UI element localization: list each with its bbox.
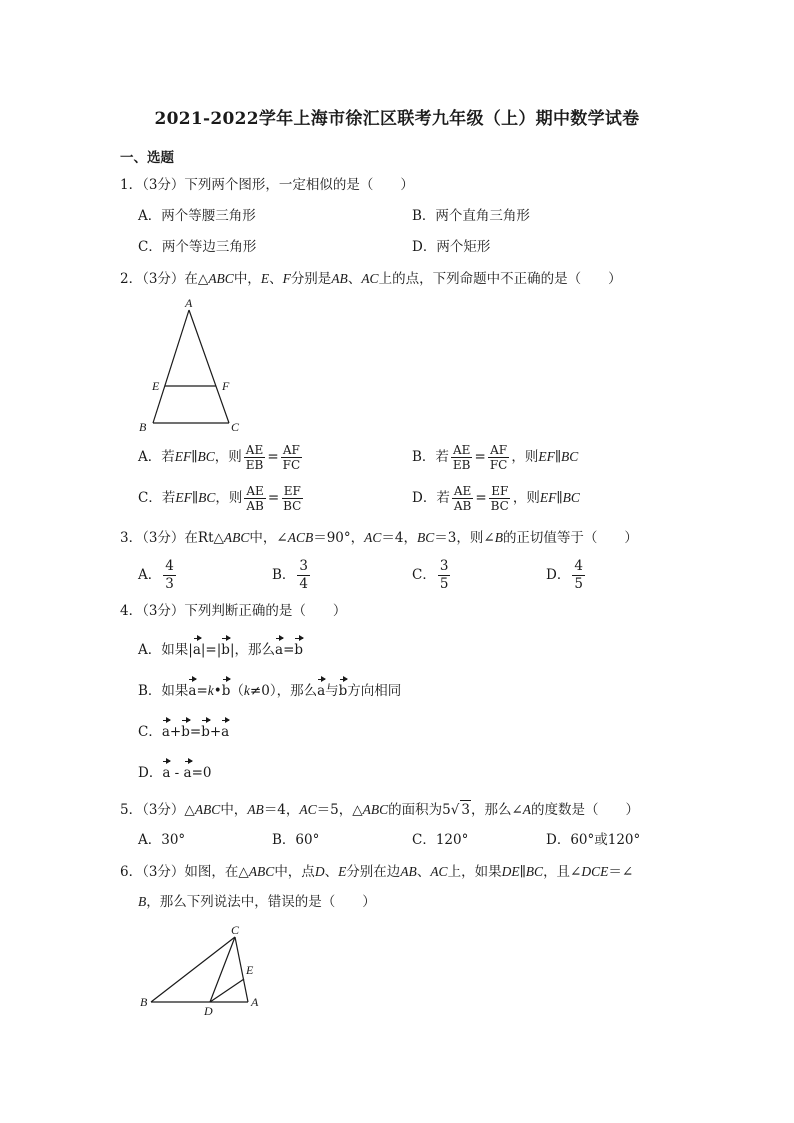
label-f: F (222, 379, 230, 393)
label-e: E (152, 379, 160, 393)
q5-option-b: B．60° (272, 832, 320, 848)
label-a: A (251, 995, 259, 1009)
q3-option-c: C． $\frac{3}{5}$ (412, 558, 449, 592)
label-c: C (231, 420, 240, 434)
q5-option-c: C．120° (412, 832, 469, 848)
label-b: B (140, 995, 148, 1009)
q2-option-b: B．若 $\frac{AE}{EB}$ = $\frac{AF}{FC}$ ，则EF∥BC (412, 443, 579, 472)
q3-option-d: D． $\frac{4}{5}$ (546, 558, 583, 592)
q4-option-a: A．如果|a|=|b|，那么a=b (138, 642, 304, 658)
q3-option-a: A． $\frac{4}{3}$ (138, 558, 174, 592)
q5-stem: 5．（3分）△ABC中，AB＝4，AC＝5，△ABC的面积为5√ 3，那么∠A的度数是（ ） (120, 802, 640, 818)
q1-option-c: C．两个等边三角形 (138, 239, 257, 255)
q1-option-d: D．两个矩形 (412, 239, 491, 255)
q3-option-b: B． $\frac{3}{4}$ (272, 558, 309, 592)
segment-de (210, 979, 244, 1002)
label-b: B (139, 420, 147, 434)
q1-option-b: B．两个直角三角形 (412, 208, 530, 224)
section-heading: 一、选题 (120, 150, 174, 166)
q2-option-c: C．若EF∥BC，则 $\frac{AE}{AB}$ = $\frac{EF}{BC}$ (138, 484, 302, 513)
segment-ac (189, 310, 229, 423)
q6-stem-line2: B，那么下列说法中，错误的是（ ） (138, 894, 376, 910)
q4-option-c: C．a+b=b+a (138, 724, 230, 740)
label-d: D (204, 1004, 213, 1018)
q4-stem: 4．（3分）下列判断正确的是（ ） (120, 603, 347, 619)
q1-option-a: A．两个等腰三角形 (138, 208, 256, 224)
label-c: C (231, 923, 240, 937)
page-title: 2021-2022学年上海市徐汇区联考九年级（上）期中数学试卷 (154, 109, 640, 129)
q2-option-d: D．若 $\frac{AE}{AB}$ = $\frac{EF}{BC}$ ，则EF∥BC (412, 484, 580, 513)
q5-option-d: D．60°或120° (546, 832, 641, 848)
segment-ab (153, 310, 189, 423)
q2-triangle-figure (134, 296, 254, 436)
label-e: E (246, 963, 254, 977)
q2-option-a: A．若EF∥BC，则 $\frac{AE}{EB}$ = $\frac{AF}{FC}$ (138, 443, 301, 472)
q3-stem: 3．（3分）在Rt△ABC中，∠ACB＝90°，AC＝4，BC＝3，则∠B的正切值等于（ ） (120, 530, 638, 546)
q6-stem-line1: 6．（3分）如图，在△ABC中，点D、E分别在边AB、AC上，如果DE∥BC，且∠DCE＝∠ (120, 864, 634, 880)
q2-stem: 2．（3分）在△ABC中，E、F分别是AB、AC上的点，下列命题中不正确的是（ ） (120, 271, 622, 287)
q5-option-a: A．30° (138, 832, 186, 848)
q4-option-d: D．a - a=0 (138, 765, 212, 781)
q4-option-b: B．如果a=k•b（k≠0），那么a与b方向相同 (138, 683, 402, 699)
label-a: A (185, 296, 193, 310)
q6-triangle-figure (136, 922, 276, 1022)
q1-stem: 1．（3分）下列两个图形，一定相似的是（ ） (120, 177, 414, 193)
